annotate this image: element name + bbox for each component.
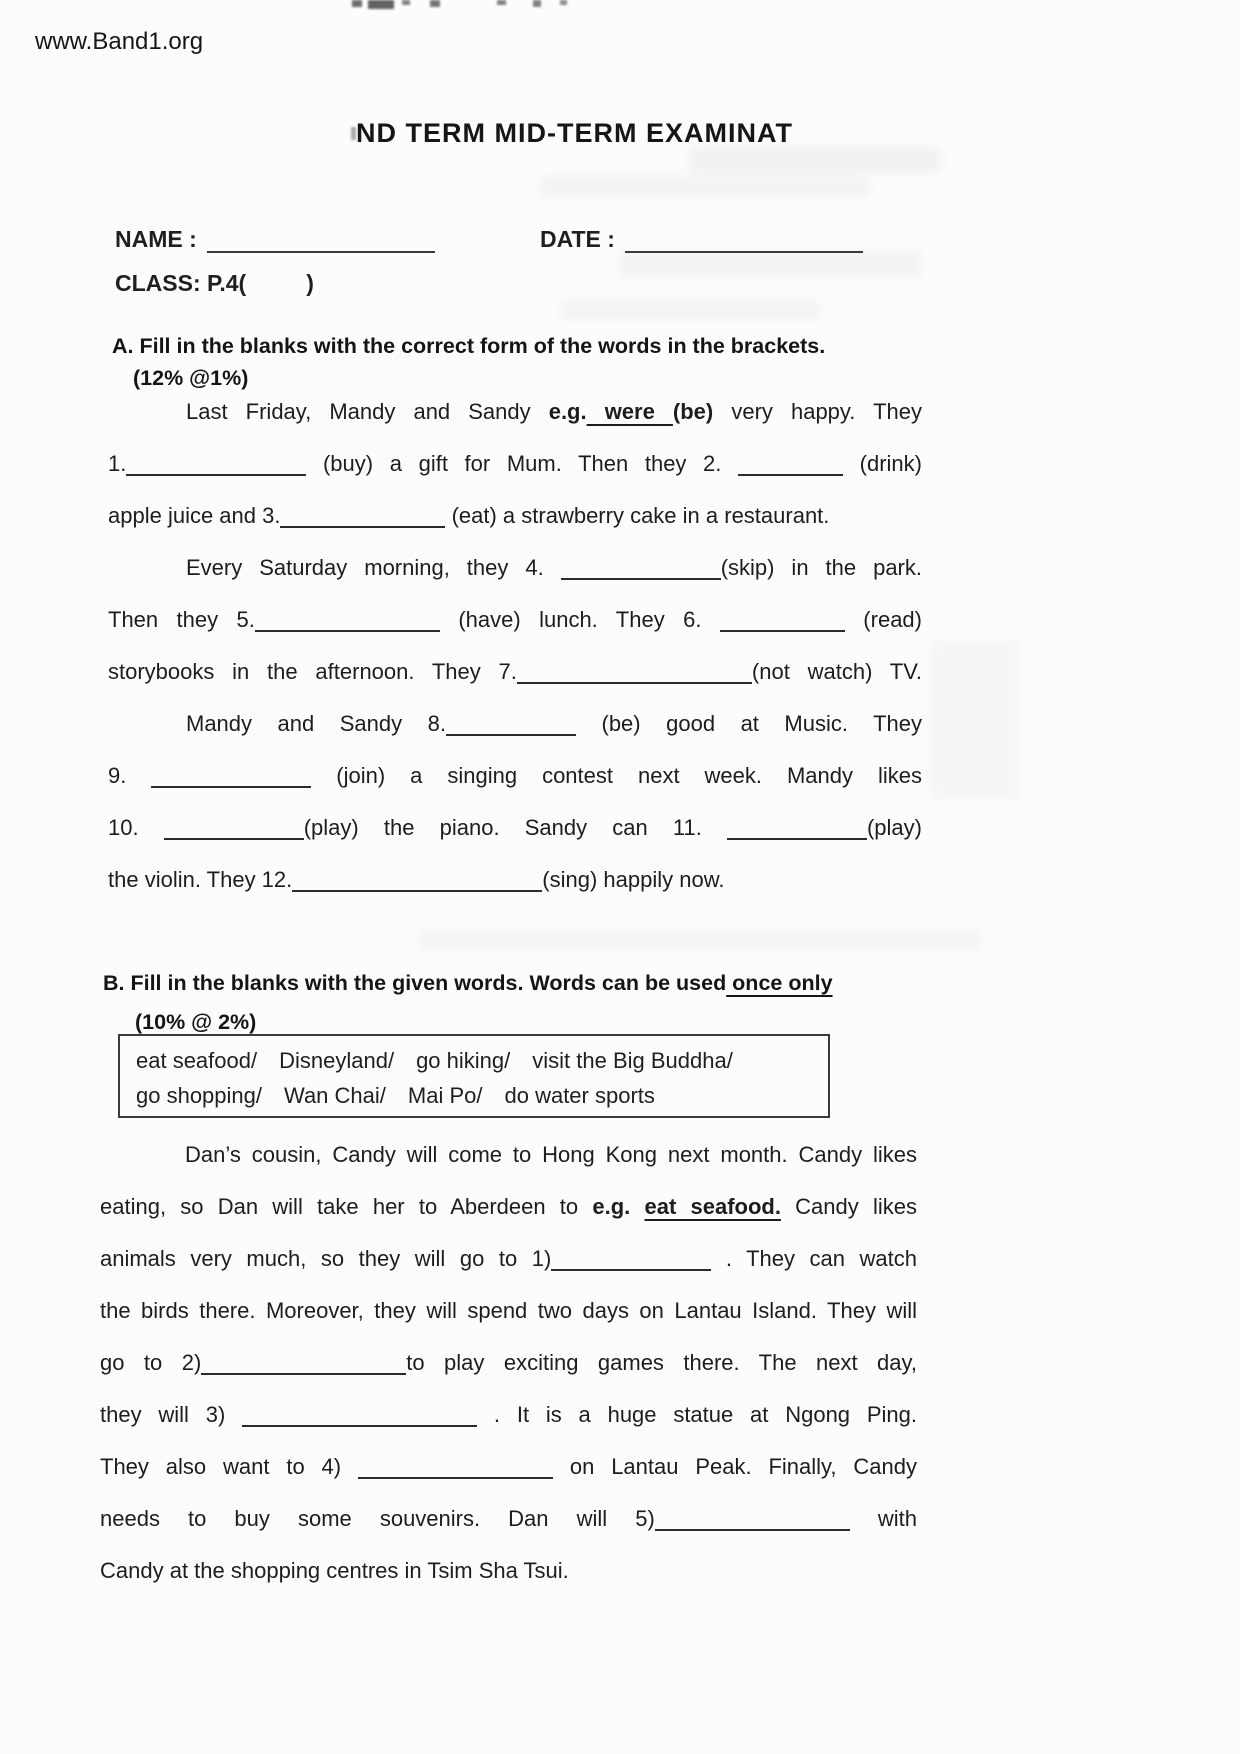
section-b-heading-underlined: once only	[726, 971, 833, 995]
fill-in-blank	[280, 508, 445, 528]
text-line	[100, 1389, 917, 1441]
text-run: eating, so Dan will take her to Aberdeen to	[100, 1194, 593, 1219]
text-run: e.g.	[592, 1194, 645, 1219]
text-run: (skip) in the park.	[720, 555, 922, 580]
text-run: Candy at the shopping centres in Tsim Sha Tsui.	[100, 1558, 569, 1583]
text-run: (have) lunch. They 6.	[439, 607, 720, 632]
fill-in-blank	[517, 664, 752, 684]
text-line	[108, 542, 922, 594]
text-run: . They can watch	[711, 1246, 917, 1271]
text-run: eat seafood.	[644, 1194, 781, 1219]
fill-in-blank	[655, 1511, 850, 1531]
fill-in-blank	[561, 560, 721, 580]
text-run: e.g.	[548, 399, 587, 424]
text-run: (join) a singing contest next week. Mandy likes	[311, 763, 922, 788]
word-bank-item: Wan Chai/	[284, 1083, 386, 1108]
scan-artifact	[620, 252, 920, 276]
scan-artifact	[930, 640, 1020, 800]
text-line	[100, 1129, 917, 1181]
text-run: 9.	[108, 763, 152, 788]
text-line	[108, 750, 922, 802]
word-bank-item: Disneyland/	[279, 1048, 395, 1073]
word-bank-row	[136, 1043, 818, 1078]
scan-artifact	[540, 176, 870, 196]
text-run: with	[849, 1506, 917, 1531]
word-bank-box	[118, 1034, 830, 1118]
text-line	[108, 490, 922, 542]
fill-in-blank	[151, 768, 311, 788]
section-a-heading: A. Fill in the blanks with the correct form of the words in the brackets.	[112, 334, 826, 358]
section-a-passage	[108, 386, 922, 906]
scan-artifact	[533, 0, 541, 7]
text-run: 10.	[108, 815, 164, 840]
text-run: (buy) a gift for Mum. Then they 2.	[306, 451, 739, 476]
section-b-marks: (10% @ 2%)	[135, 1010, 257, 1034]
text-run: Every Saturday morning, they 4.	[186, 555, 561, 580]
text-run: Candy likes	[780, 1194, 917, 1219]
text-run: 1.	[108, 451, 127, 476]
fill-in-blank	[738, 456, 843, 476]
text-run: the birds there. Moreover, they will spend two days on Lantau Island. They will	[100, 1298, 917, 1323]
text-line	[100, 1233, 917, 1285]
text-run: to play exciting games there. The next day,	[406, 1350, 917, 1375]
text-run: go to 2)	[100, 1350, 202, 1375]
text-line	[100, 1285, 917, 1337]
fill-in-blank	[358, 1459, 553, 1479]
text-run: Last Friday, Mandy and Sandy	[186, 399, 549, 424]
word-bank-item: Mai Po/	[407, 1083, 483, 1108]
text-run: needs to buy some souvenirs. Dan will 5)	[100, 1506, 655, 1531]
text-line	[100, 1493, 917, 1545]
fill-in-blank	[551, 1251, 711, 1271]
fill-in-blank	[242, 1407, 477, 1427]
section-b-heading-text: B. Fill in the blanks with the given words. Words can be used	[103, 971, 727, 995]
text-run: (play)	[866, 815, 922, 840]
fill-in-blank	[255, 612, 440, 632]
text-line	[108, 802, 922, 854]
text-run: Then they 5.	[108, 607, 255, 632]
scan-artifact	[402, 0, 410, 5]
date-field	[540, 226, 863, 253]
scan-artifact	[368, 0, 394, 9]
text-line	[108, 646, 922, 698]
text-line	[100, 1441, 917, 1493]
name-label: NAME :	[115, 226, 197, 252]
scan-artifact	[690, 148, 940, 172]
word-bank-item: go hiking/	[416, 1048, 511, 1073]
fill-in-blank	[727, 820, 867, 840]
text-run: (drink)	[843, 451, 922, 476]
text-run: storybooks in the afternoon. They 7.	[108, 659, 517, 684]
word-bank-item: visit the Big Buddha/	[532, 1048, 733, 1073]
text-run: They also want to 4)	[100, 1454, 358, 1479]
text-run: (not watch) TV.	[751, 659, 922, 684]
text-line	[108, 854, 922, 906]
text-run: very happy. They	[713, 399, 922, 424]
exam-title: ND TERM MID-TERM EXAMINAT	[356, 118, 793, 148]
text-run: Dan’s cousin, Candy will come to Hong Kong next month. Candy likes	[185, 1142, 917, 1167]
scan-artifact	[420, 930, 980, 950]
scan-artifact	[497, 0, 506, 5]
class-label: CLASS: P.4(	[115, 270, 247, 296]
text-run: were	[586, 399, 673, 424]
text-run: (be) good at Music. They	[575, 711, 922, 736]
word-bank-item: do water sports	[504, 1083, 655, 1108]
date-label: DATE :	[540, 226, 615, 252]
text-run: (eat) a strawberry cake in a restaurant.	[445, 503, 830, 528]
text-line	[108, 594, 922, 646]
text-line	[108, 386, 922, 438]
scan-artifact	[560, 300, 820, 320]
text-line	[108, 438, 922, 490]
scan-artifact	[430, 0, 440, 7]
word-bank-item: eat seafood/	[136, 1048, 258, 1073]
date-blank-line	[625, 231, 863, 253]
name-blank-line	[207, 231, 435, 253]
fill-in-blank	[201, 1355, 406, 1375]
fill-in-blank	[446, 716, 576, 736]
fill-in-blank	[292, 872, 542, 892]
text-run: they will 3)	[100, 1402, 243, 1427]
text-run: (read)	[844, 607, 922, 632]
class-paren-close: )	[306, 270, 314, 296]
word-bank-item: go shopping/	[136, 1083, 262, 1108]
text-run: . It is a huge statue at Ngong Ping.	[477, 1402, 917, 1427]
text-line	[100, 1337, 917, 1389]
text-run: Mandy and Sandy 8.	[186, 711, 446, 736]
fill-in-blank	[164, 820, 304, 840]
text-run: (sing) happily now.	[542, 867, 725, 892]
section-b-heading	[103, 971, 833, 996]
name-field	[115, 226, 435, 253]
text-run: the violin. They 12.	[108, 867, 293, 892]
fill-in-blank	[126, 456, 306, 476]
scan-artifact	[560, 0, 567, 5]
text-line	[100, 1545, 917, 1597]
text-run: (play) the piano. Sandy can 11.	[303, 815, 727, 840]
text-line	[100, 1181, 917, 1233]
section-b-passage	[100, 1129, 917, 1597]
section-a-marks: (12% @1%)	[133, 366, 249, 390]
text-run: apple juice and 3.	[108, 503, 281, 528]
fill-in-blank	[720, 612, 845, 632]
text-line	[108, 698, 922, 750]
text-run: on Lantau Peak. Finally, Candy	[552, 1454, 917, 1479]
website-watermark: www.Band1.org	[35, 28, 204, 55]
word-bank-row	[136, 1078, 818, 1113]
class-field	[115, 270, 314, 297]
text-run: (be)	[672, 399, 714, 424]
text-run: animals very much, so they will go to 1)	[100, 1246, 552, 1271]
scan-artifact	[352, 0, 362, 7]
